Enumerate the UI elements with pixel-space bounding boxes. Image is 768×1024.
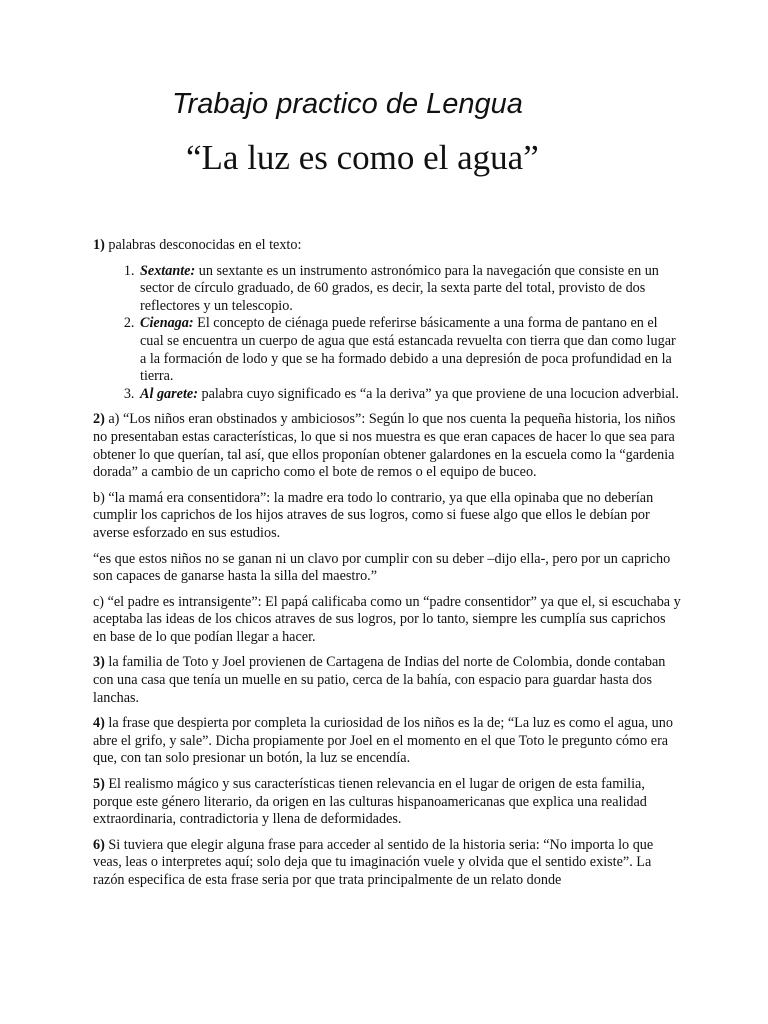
question-number: 6) <box>93 836 105 853</box>
question-number: 4) <box>93 715 105 732</box>
question-number: 3) <box>93 654 105 671</box>
vocabulary-term: Cienaga: <box>140 315 194 332</box>
question-number: 1) <box>93 237 105 253</box>
vocabulary-list <box>93 263 681 404</box>
vocabulary-term: Sextante: <box>140 262 196 279</box>
question-text: El realismo mágico y sus características tienen relevancia en el lugar de origen de esta familia, porque este género literario, da origen en las culturas hispanoamericanas que explica una realidad extraordinaria, contradictoria y llena de deformidades. <box>93 776 647 828</box>
question-2a <box>93 411 681 481</box>
vocabulary-term: Al garete: <box>140 385 198 402</box>
question-text: Si tuviera que elegir alguna frase para acceder al sentido de la historia seria: “No importa lo que veas, leas o interpretes aquí; solo deja que tu imaginación vuele y olvida que el sentido existe”. La razón especifica de esta frase seria por que trata principalmente de un relato donde <box>93 836 654 888</box>
vocabulary-definition: El concepto de ciénaga puede referirse básicamente a una forma de pantano en el cual se encuentra un cuerpo de agua que está estancada revuelta con tierra que dan como lugar a la formación de lodo y que se ha formado debido a una depresión de poca profundidad en la tierra. <box>140 315 676 385</box>
vocabulary-definition: un sextante es un instrumento astronómico para la navegación que consiste en un sector de círculo graduado, de 60 grados, es decir, la sexta parte del total, provisto de dos reflectores y un telescopio. <box>140 262 659 314</box>
list-item <box>138 315 681 385</box>
list-item <box>138 263 681 316</box>
question-6 <box>93 837 681 890</box>
question-number: 5) <box>93 776 105 793</box>
question-text: la frase que despierta por completa la curiosidad de los niños es la de; “La luz es como el agua, uno abre el grifo, y sale”. Dicha propiamente por Joel en el momento en el que Toto le pregunto cómo era que, con tan solo presionar un botón, la luz se encendía. <box>93 715 673 767</box>
document-body <box>93 237 681 898</box>
question-2c: c) “el padre es intransigente”: El papá calificaba como un “padre consentidor” ya que el, si escuchaba y aceptaba las ideas de los chicos atraves de sus logros, por lo tanto, siempre les cumplía sus caprichos en base de lo que podían llegar a hacer. <box>93 593 681 645</box>
question-text: a) “Los niños eran obstinados y ambiciosos”: Según lo que nos cuenta la pequeña historia, los niños no presentaban estas características, lo que si nos muestra es que eran capaces de hacer lo que sea para obtener lo que querían, tal así, que ellos proponían obtener galardones en la escuela como la “gardenia dorada” a cambio de un capricho como el bote de remos o el equipo de buceo. <box>93 411 676 481</box>
question-text: palabras desconocidas en el texto: <box>104 237 302 253</box>
vocabulary-definition: palabra cuyo significado es “a la deriva” ya que proviene de una locucion adverbial. <box>197 385 679 402</box>
question-text: la familia de Toto y Joel provienen de Cartagena de Indias del norte de Colombia, donde contaban con una casa que tenía un muelle en su patio, cerca de la bahía, con espacio para guardar hasta dos lanchas. <box>93 654 666 706</box>
question-4 <box>93 715 681 768</box>
question-3 <box>93 654 681 707</box>
document-subtitle: “La luz es como el agua” <box>186 138 539 177</box>
question-1 <box>93 237 681 255</box>
question-2b: b) “la mamá era consentidora”: la madre era todo lo contrario, ya que ella opinaba que no deberían cumplir los caprichos de los hijos atraves de sus logros, como si fuese algo que ellos le debían por averse esforzado en sus estudios. <box>93 489 654 541</box>
question-number: 2) <box>93 411 105 428</box>
quote-paragraph: “es que estos niños no se ganan ni un clavo por cumplir con su deber –dijo ella-, pero por un capricho son capaces de ganarse hasta la silla del maestro.” <box>93 550 671 585</box>
list-item <box>138 386 681 404</box>
question-5 <box>93 776 681 829</box>
document-title: Trabajo practico de Lengua <box>172 88 523 120</box>
